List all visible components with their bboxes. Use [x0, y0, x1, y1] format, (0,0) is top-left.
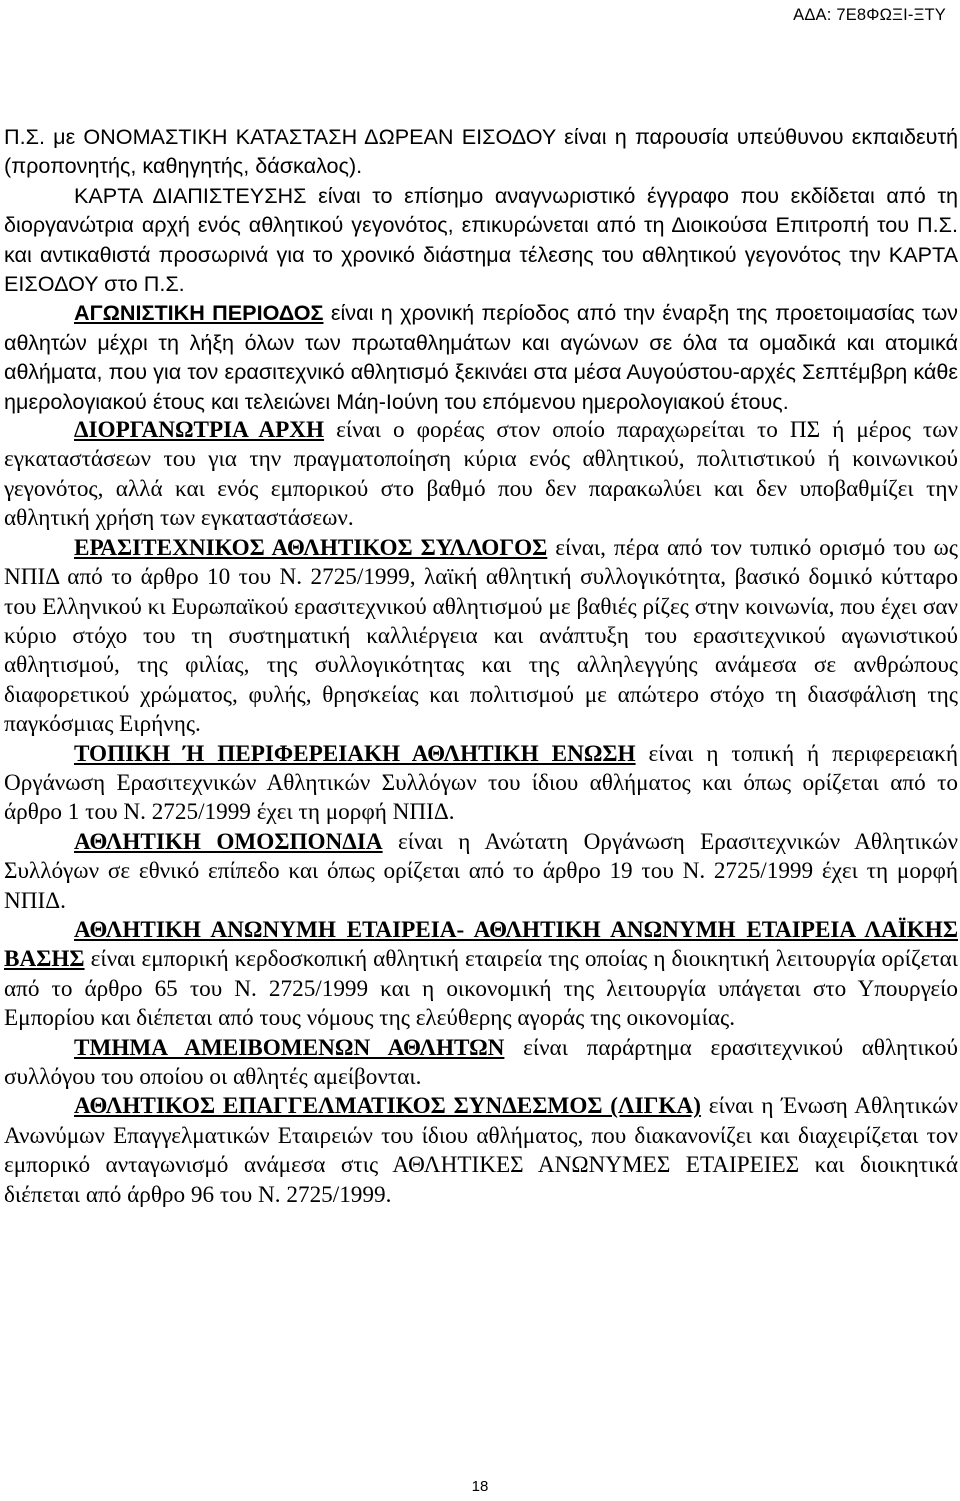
paragraph-amateur-club — [4, 534, 958, 740]
paragraph-sports-company — [4, 916, 958, 1034]
paragraph-text: είναι εμπορική κερδοσκοπική αθλητική εταιρεία της οποίας η διοικητική λειτουργία ορίζεται από το άρθρο 65 του Ν. 2725/1999 και η οικονομική της λειτουργία υπάγεται στο Υπουργείο Εμπορίου και διέπεται από τους νόμους της ελεύθερης αγοράς της οικονομίας. — [4, 946, 958, 1032]
paragraph-text: είναι η Ένωση Αθλητικών Ανωνύμων Επαγγελματικών Εταιρειών του ίδιου αθλήματος, που διακανονίζει και διαχειρίζεται τον εμπορικό ανταγωνισμό ανάμεσα στις ΑΘΛΗΤΙΚΕΣ ΑΝΩΝΥΜΕΣ ΕΤΑΙΡΕΙΕΣ και διοικητικά διέπεται από άρθρο 96 του Ν. 2725/1999. — [4, 1093, 958, 1208]
paragraph-text: είναι παράρτημα ερασιτεχνικού αθλητικού συλλόγου του οποίου οι αθλητές αμείβονται. — [4, 1034, 958, 1090]
paragraph-text: είναι η τοπική ή περιφερειακή Οργάνωση Ερασιτεχνικών Αθλητικών Συλλόγων του ίδιου αθλήματος και όπως ορίζεται από το άρθρο 1 του Ν. 2725/1999 έχει τη μορφή ΝΠΙΔ. — [4, 740, 958, 826]
paragraph-text: είναι η Ανώτατη Οργάνωση Ερασιτεχνικών Αθλητικών Συλλόγων σε εθνικό επίπεδο και όπως ορίζεται από το άρθρο 19 του Ν. 2725/1999 έχει τη μορφή ΝΠΙΔ. — [4, 828, 958, 914]
paragraph-text: είναι ο φορέας στον οποίο παραχωρείται το ΠΣ ή μέρος των εγκαταστάσεων του για την πραγματοποίηση κύρια ενός αθλητικού, πολιτιστικού ή κοινωνικού γεγονότος, αλλά και ενός εμπορικού στο βαθμό που δεν παρακωλύει και δεν υποβαθμίζει την αθλητική χρήση των εγκαταστάσεων. — [4, 417, 958, 532]
definition-term: ΑΓΩΝΙΣΤΙΚΗ ΠΕΡΙΟΔΟΣ — [74, 300, 324, 326]
definition-term: ΤΜΗΜΑ ΑΜΕΙΒΟΜΕΝΩΝ ΑΘΛΗΤΩΝ — [74, 1034, 505, 1061]
ada-code: ΑΔΑ: 7Ε8ΦΩΞΙ-ΞΤΥ — [793, 6, 946, 24]
definition-term: ΤΟΠΙΚΗ Ή ΠΕΡΙΦΕΡΕΙΑΚΗ ΑΘΛΗΤΙΚΗ ΕΝΩΣΗ — [74, 740, 636, 767]
paragraph-text: Π.Σ. με ΟΝΟΜΑΣΤΙΚΗ ΚΑΤΑΣΤΑΣΗ ΔΩΡΕΑΝ ΕΙΣΟΔΟΥ είναι η παρουσία υπεύθυνου εκπαιδευτή (προπονητής, καθηγητής, δάσκαλος). — [4, 124, 958, 179]
paragraph-entry-ticket — [4, 122, 958, 181]
paragraph-regional-union — [4, 740, 958, 828]
page-number: 18 — [471, 1478, 489, 1495]
definition-term: ΑΘΛΗΤΙΚΗ ΑΝΩΝΥΜΗ ΕΤΑΙΡΕΙΑ- ΑΘΛΗΤΙΚΗ ΑΝΩΝΥΜΗ ΕΤΑΙΡΕΙΑ ΛΑΪΚΗΣ ΒΑΣΗΣ — [4, 916, 958, 973]
paragraph-federation — [4, 828, 958, 916]
paragraph-accreditation-card — [4, 181, 958, 299]
paragraph-paid-athletes — [4, 1034, 958, 1093]
paragraph-organizing-authority — [4, 416, 958, 534]
document-body — [4, 122, 958, 1210]
definition-term: ΑΘΛΗΤΙΚΗ ΟΜΟΣΠΟΝΔΙΑ — [74, 828, 383, 855]
paragraph-text: είναι η χρονική περίοδος από την έναρξη της προετοιμασίας των αθλητών μέχρι τη λήξη όλων των πρωταθλημάτων και αγώνων σε όλα τα ομαδικά και ατομικά αθλήματα, που για τον ερασιτεχνικό αθλητισμό ξεκινάει στα μέσα Αυγούστου-αρχές Σεπτέμβρη κάθε ημερολογιακού έτους και τελειώνει Μάη-Ιούνη του επόμενου ημερολογιακού έτους. — [4, 300, 958, 414]
definition-term: ΑΘΛΗΤΙΚΟΣ ΕΠΑΓΓΕΛΜΑΤΙΚΟΣ ΣΥΝΔΕΣΜΟΣ (ΛΙΓΚΑ) — [74, 1093, 701, 1120]
paragraph-text: είναι, πέρα από τον τυπικό ορισμό του ως ΝΠΙΔ από το άρθρο 10 του Ν. 2725/1999, λαϊκή αθλητική συλλογικότητα, βασικό δομικό κύτταρο του Ελληνικού κι Ευρωπαϊκού ερασιτεχνικού αθλητισμού με βαθιές ρίζες στην κοινωνία, που έχει σαν κύριο στόχο του τη συστηματική καλλιέργεια και ανάπτυξη του ερασιτεχνικού αγωνιστικού αθλητισμού, της φιλίας, της συλλογικότητας και της αλληλεγγύης ανάμεσα σε ανθρώπους διαφορετικού χρώματος, φυλής, θρησκείας και πολιτισμού με απώτερο στόχο τη διασφάλιση της παγκόσμιας Ειρήνης. — [4, 534, 958, 738]
paragraph-competitive-period — [4, 298, 958, 416]
paragraph-text: ΚΑΡΤΑ ΔΙΑΠΙΣΤΕΥΣΗΣ είναι το επίσημο αναγνωριστικό έγγραφο που εκδίδεται από τη διοργανώτρια αρχή ενός αθλητικού γεγονότος, επικυρώνεται από τη Διοικούσα Επιτροπή του Π.Σ. και αντικαθιστά προσωρινά για το χρονικό διάστημα τέλεσης του αθλητικού γεγονότος την ΚΑΡΤΑ ΕΙΣΟΔΟΥ στο Π.Σ. — [4, 182, 958, 297]
definition-term: ΔΙΟΡΓΑΝΩΤΡΙΑ ΑΡΧΗ — [74, 417, 325, 444]
definition-term: ΕΡΑΣΙΤΕΧΝΙΚΟΣ ΑΘΛΗΤΙΚΟΣ ΣΥΛΛΟΓΟΣ — [74, 534, 548, 561]
paragraph-league — [4, 1092, 958, 1210]
